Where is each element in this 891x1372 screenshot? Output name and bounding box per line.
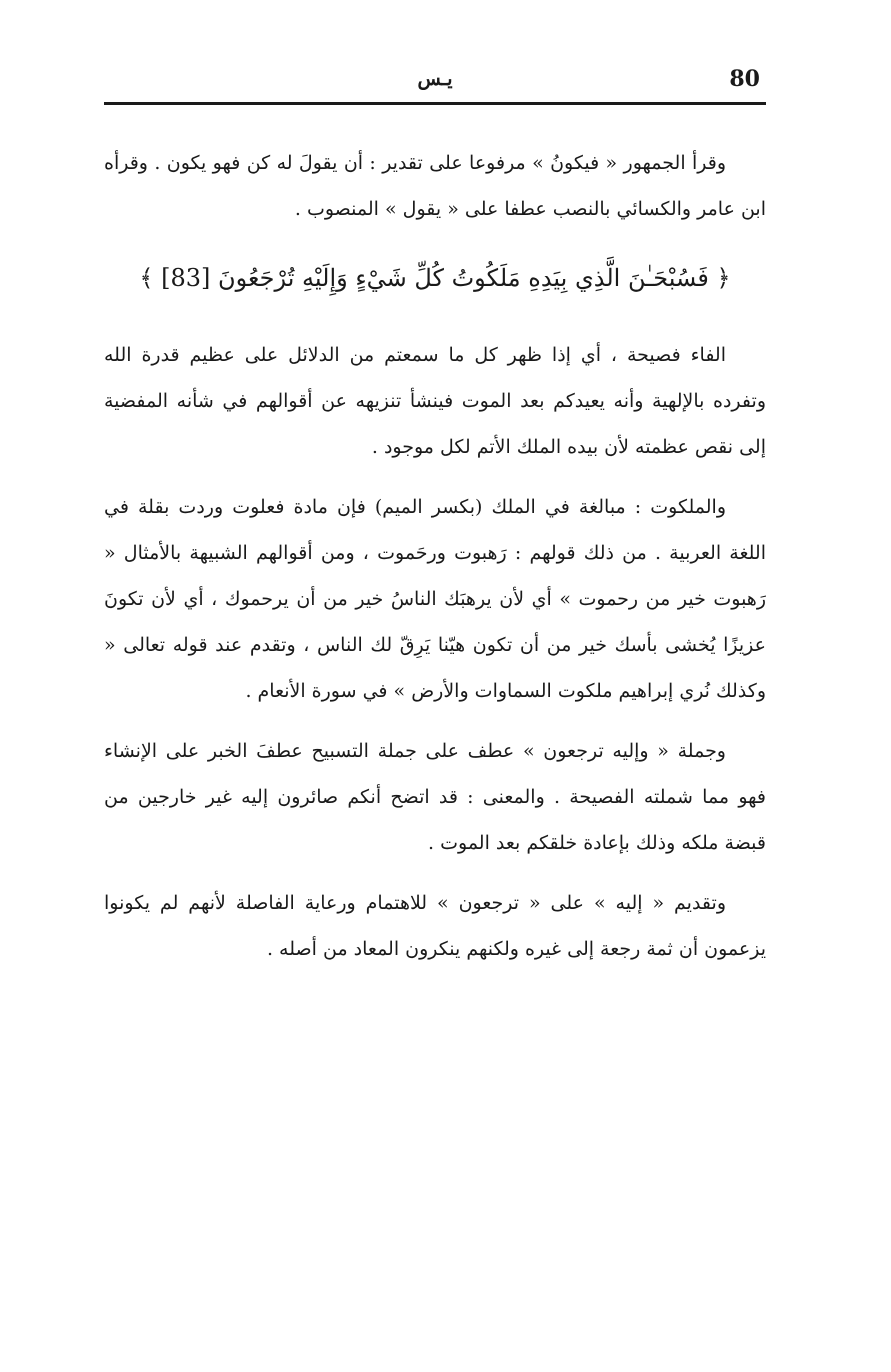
paragraph-wa-ilayhi: وجملة « وإليه ترجعون » عطف على جملة التسبيح عطفَ الخبر على الإنشاء فهو مما شملته الفصيحة . والمعنى : قد اتضح أنكم صائرون إليه غير خارجين من قبضة ملكه وذلك بإعادة خلقكم بعد الموت . [104,740,766,854]
quran-verse [104,246,766,310]
paragraph-malakut: والملكوت : مبالغة في الملك (بكسر الميم) فإن مادة فعلوت وردت بقلة في اللغة العربية . من ذلك قولهم : رَهبوت ورحَموت ، ومن أقوالهم الشبيهة بالأمثال « رَهبوت خير من رحموت » أي لأن يرهبَك الناسُ خير من أن يرحموك ، أي لأن تكونَ عزيزًا يُخشى بأسك خير من أن تكون هيّنا يَرِقّ لك الناس ، وتقدم عند قوله تعالى « وكذلك نُري إبراهيم ملكوت السماوات والأرض » في سورة الأنعام . [104,496,766,702]
verse-number: [83] [161,264,211,292]
running-title: يـس [417,68,453,90]
header-rule [104,102,766,105]
paragraph-taqdim: وتقديم « إليه » على « ترجعون » للاهتمام ورعاية الفاصلة لأنهم لم يكونوا يزعمون أن ثمة رجعة إلى غيره ولكنهم ينكرون المعاد من أصله . [104,892,766,960]
verse-open-bracket: ﴿ [716,264,731,292]
page-number: 80 [729,66,760,92]
paragraph-fa-fasiha: الفاء فصيحة ، أي إذا ظهر كل ما سمعتم من الدلائل على عظيم قدرة الله وتفرده بالإلهية وأنه يعيدكم بعد الموت فينشأ تنزيهه عن أقوالهم في شأنه المفضية إلى نقص عظمته لأن بيده الملك الأتم لكل موجود . [104,344,766,458]
verse-text: فَسُبْحَـٰنَ الَّذِي بِيَدِهِ مَلَكُوتُ كُلِّ شَيْءٍ وَإِلَيْهِ تُرْجَعُونَ [218,264,709,292]
page-header [104,62,766,102]
paragraph-reading-variants: وقرأ الجمهور « فيكونُ » مرفوعا على تقدير : أن يقولَ له كن فهو يكون . وقرأه ابن عامر والكسائي بالنصب عطفا على « يقول » المنصوب . [104,152,766,220]
page-body [104,140,766,986]
verse-close-bracket: ﴾ [139,264,154,292]
